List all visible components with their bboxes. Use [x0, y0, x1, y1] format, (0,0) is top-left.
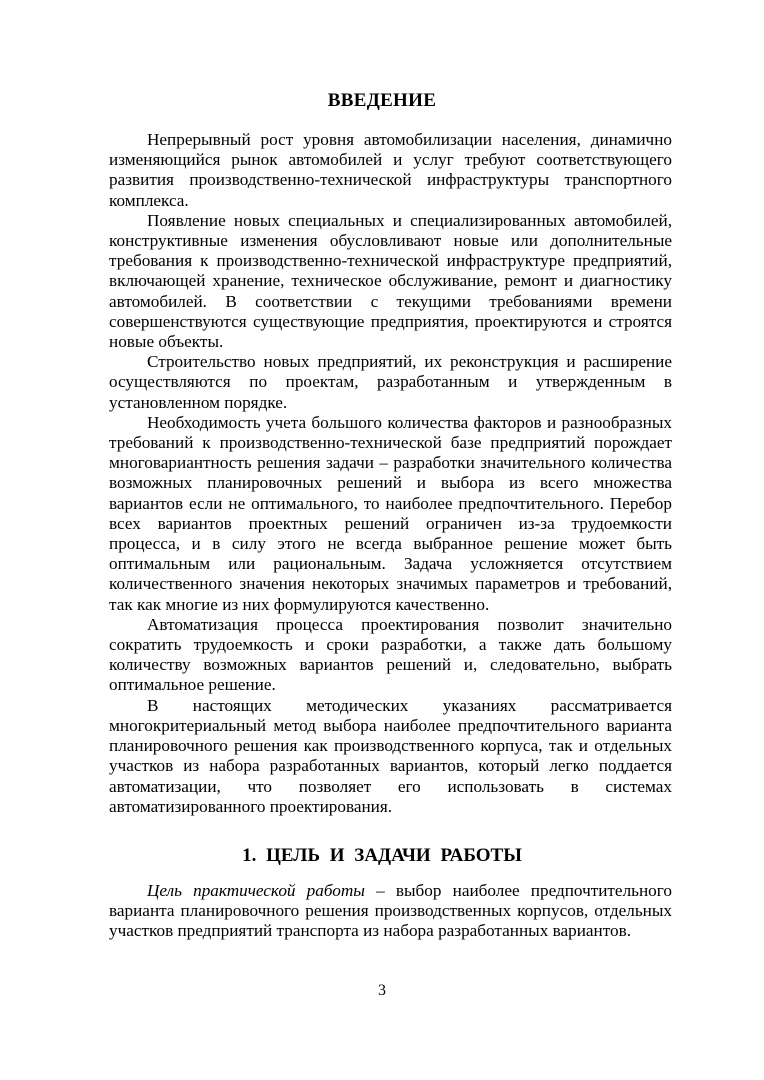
intro-paragraph: Появление новых специальных и специализированных автомобилей, конструктивные изменения обусловливают новые или дополнительные требования к производственно-технической инфраструктуре предприятий, включающей хранение, техническое обслуживание, ремонт и диагностику автомобилей. В соответствии с текущими требованиями времени совершенствуются существующие предприятия, проектируются и строятся новые объекты. [109, 210, 672, 352]
intro-heading: ВВЕДЕНИЕ [327, 90, 437, 111]
intro-paragraph: В настоящих методических указаниях рассматривается многокритериальный метод выбора наиболее предпочтительного варианта планировочного решения как производственного корпуса, так и отдельных участков из набора разработанных вариантов, который легко поддается автоматизации, что позволяет его использовать в системах автоматизированного проектирования. [109, 695, 672, 816]
section-body [109, 881, 672, 942]
intro-paragraph: Непрерывный рост уровня автомобилизации населения, динамично изменяющийся рынок автомобилей и услуг требуют соответствующего развития производственно-технической инфраструктуры транспортного комплекса. [109, 130, 672, 210]
intro-paragraph: Строительство новых предприятий, их реконструкция и расширение осуществляются по проектам, разработанным и утвержденным в установленном порядке. [109, 352, 672, 412]
goal-text: – выбор наиболее предпочтительного варианта планировочного решения производственных корпусов, отдельных участков предприятий транспорта из набора разработанных вариантов. [109, 881, 672, 941]
section-heading: 1. ЦЕЛЬ И ЗАДАЧИ РАБОТЫ [242, 845, 522, 866]
intro-paragraph: Необходимость учета большого количества факторов и разнообразных требований к производственно-технической базе предприятий порождает многовариантность решения задачи – разработки значительного количества возможных планировочных решений и выбора из всего множества вариантов если не оптимального, то наиболее предпочтительного. Перебор всех вариантов проектных решений ограничен из-за трудоемкости процесса, и в силу этого не всегда выбранное решение может быть оптимальным или рациональным. Задача усложняется отсутствием количественного значения некоторых значимых параметров и требований, так как многие из них формулируются качественно. [109, 412, 672, 614]
page-number: 3 [378, 982, 386, 999]
intro-paragraph: Автоматизация процесса проектирования позволит значительно сократить трудоемкость и сроки разработки, а также дать большому количеству возможных вариантов решений и, следовательно, выбрать оптимальное решение. [109, 614, 672, 695]
goal-label: Цель практической работы [147, 881, 365, 900]
goal-paragraph [109, 881, 672, 942]
intro-body [109, 130, 672, 817]
